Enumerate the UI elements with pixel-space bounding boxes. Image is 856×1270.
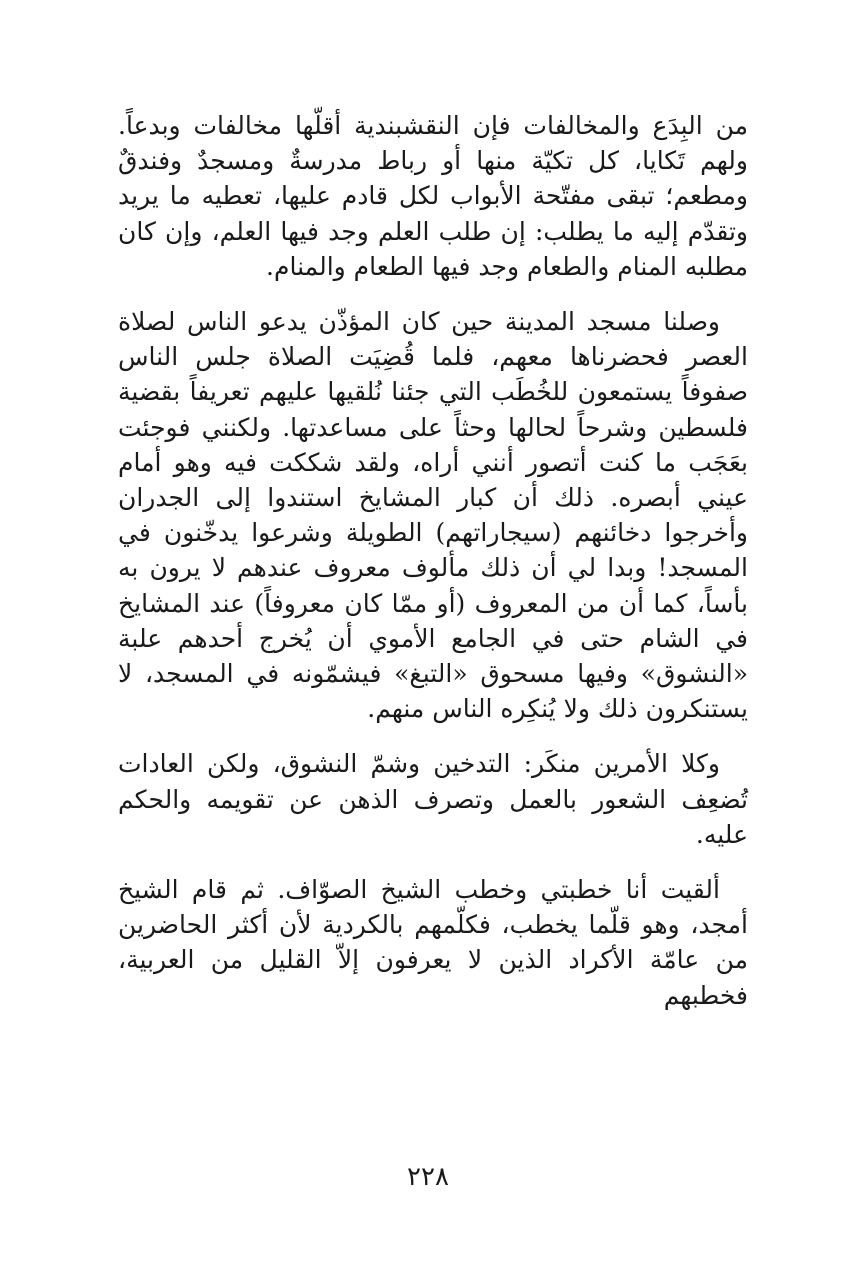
paragraph-2: وصلنا مسجد المدينة حين كان المؤذّن يدعو الناس لصلاة العصر فحضرناها معهم، فلما قُضِيَت الصلاة جلس الناس صفوفاً يستمعون للخُطَب التي جئنا نُلقيها عليهم تعريفاً بقضية فلسطين وشرحاً لحالها وحثاً على مساعدتها. ولكنني فوجئت بعَجَب ما كنت أتصور أنني أراه، ولقد شككت فيه وهو أمام عيني أبصره. ذلك أن كبار المشايخ استندوا إلى الجدران وأخرجوا دخائنهم (سيجاراتهم) الطويلة وشرعوا يدخّنون في المسجد! وبدا لي أن ذلك مألوف معروف عندهم لا يرون به بأساً، كما أن من المعروف (أو ممّا كان معروفاً) عند المشايخ في الشام حتى في الجامع الأموي أن يُخرج أحدهم علبة «النشوق» وفيها مسحوق «التبغ» فيشمّونه في المسجد، لا يستنكرون ذلك ولا يُنكِره الناس منهم. [118,307,748,724]
paragraph-3: وكلا الأمرين منكَر: التدخين وشمّ النشوق، ولكن العادات تُضعِف الشعور بالعمل وتصرف الذهن عن تقويمه والحكم عليه. [118,749,748,849]
paragraph-4: ألقيت أنا خطبتي وخطب الشيخ الصوّاف. ثم قام الشيخ أمجد، وهو قلّما يخطب، فكلّمهم بالكردية لأن أكثر الحاضرين من عامّة الأكراد الذين لا يعرفون إلاّ القليل من العربية، فخطبهم [118,875,748,1010]
paragraph-1: من البِدَع والمخالفات فإن النقشبندية أقلّها مخالفات وبدعاً. ولهم تَكايا، كل تكيّة منها أو رباط مدرسةٌ ومسجدٌ وفندقٌ ومطعم؛ تبقى مفتّحة الأبواب لكل قادم عليها، تعطيه ما يريد وتقدّم إليه ما يطلب: إن طلب العلم وجد فيها العلم، وإن كان مطلبه المنام والطعام وجد فيها الطعام والمنام. [118,111,748,281]
page-number: ٢٢٨ [407,1162,449,1192]
page-text-body [118,108,748,1033]
